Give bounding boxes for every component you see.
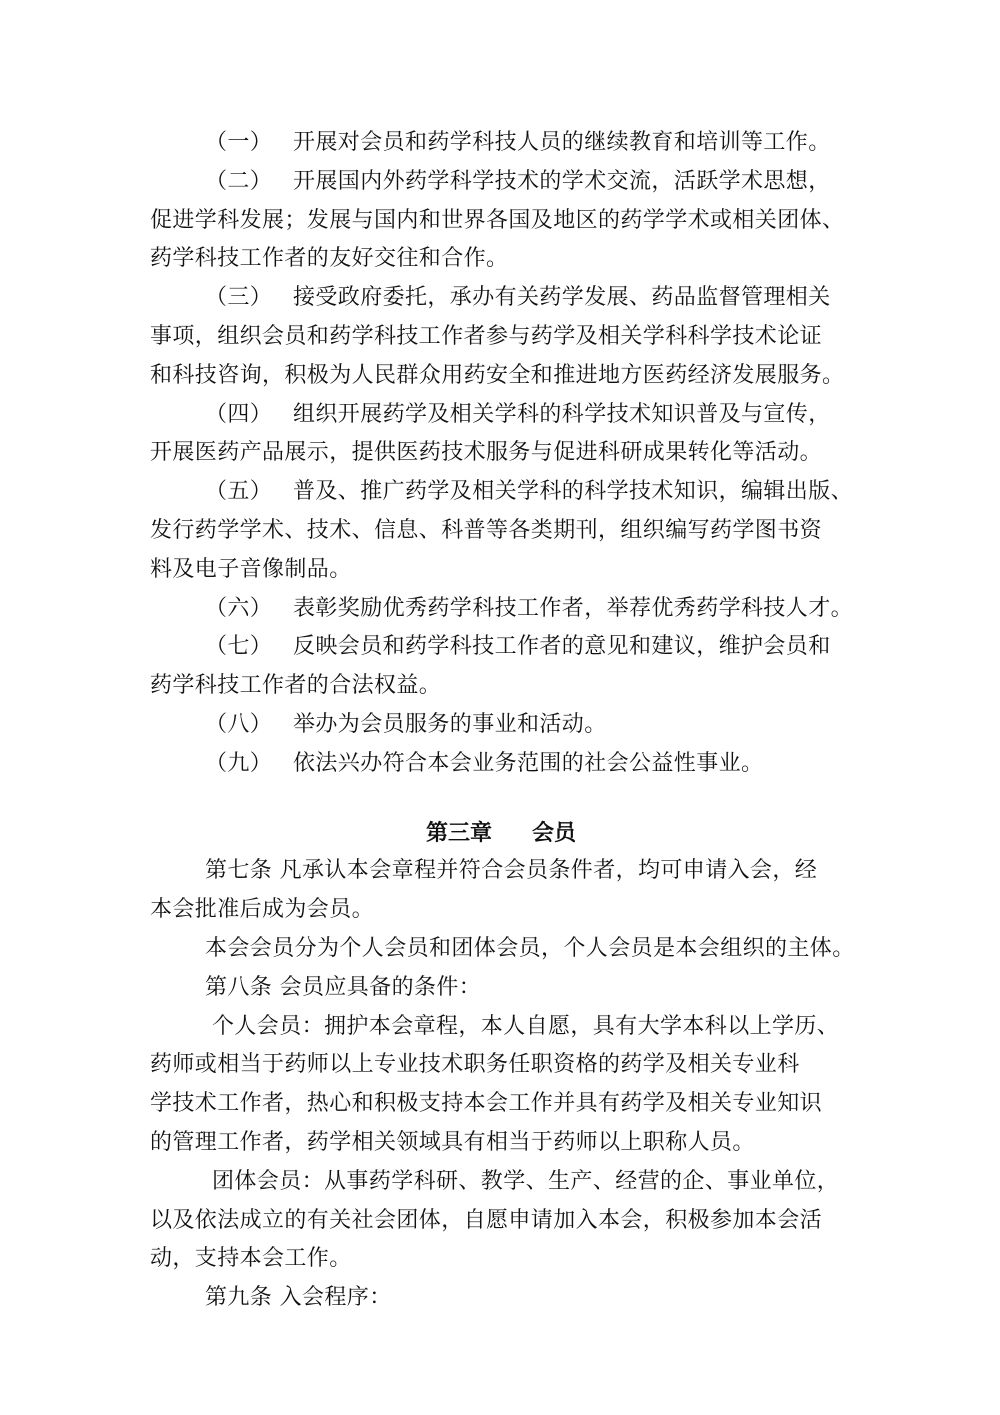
article-text: 本会批准后成为会员。	[150, 897, 375, 923]
chapter-title: 会员	[532, 819, 577, 846]
item-2	[150, 163, 862, 279]
item-8	[150, 706, 862, 745]
article-text: 本会会员分为个人会员和团体会员，个人会员是本会组织的主体。	[205, 935, 855, 961]
item-number: （五）	[205, 479, 273, 505]
item-number: （九）	[205, 750, 273, 776]
item-text: 表彰奖励优秀药学科技工作者，举荐优秀药学科技人才。	[293, 595, 854, 621]
item-text: 组织开展药学及相关学科的科学技术知识普及与宣传，	[293, 401, 831, 427]
item-text: 举办为会员服务的事业和活动。	[293, 711, 607, 737]
item-text: 开展国内外药学科学技术的学术交流，活跃学术思想，	[293, 168, 831, 194]
item-text: 料及电子音像制品。	[150, 556, 352, 582]
article-text: 团体会员：从事药学科研、教学、生产、经营的企、事业单位，	[212, 1168, 840, 1194]
item-6	[150, 590, 862, 629]
article-text: 第七条 凡承认本会章程并符合会员条件者，均可申请入会，经	[205, 858, 818, 884]
item-text: 事项，组织会员和药学科技工作者参与药学及相关学科科学技术论证	[150, 323, 823, 349]
item-text: 和科技咨询，积极为人民群众用药安全和推进地方医药经济发展服务。	[150, 362, 845, 388]
item-7	[150, 628, 862, 706]
article-9	[150, 1279, 862, 1318]
item-9	[150, 745, 862, 784]
item-text: 依法兴办符合本会业务范围的社会公益性事业。	[293, 750, 764, 776]
item-text: 反映会员和药学科技工作者的意见和建议，维护会员和	[293, 634, 831, 660]
article-text: 学技术工作者，热心和积极支持本会工作并具有药学及相关专业知识	[150, 1091, 823, 1117]
group-member-paragraph	[150, 1163, 862, 1279]
article-text: 药师或相当于药师以上专业技术职务任职资格的药学及相关专业科	[150, 1052, 800, 1078]
item-text: 药学科技工作者的友好交往和合作。	[150, 246, 509, 272]
item-number: （三）	[205, 285, 273, 311]
section-gap	[150, 784, 862, 814]
item-number: （二）	[205, 168, 273, 194]
item-text: 开展医药产品展示，提供医药技术服务与促进科研成果转化等活动。	[150, 440, 823, 466]
item-text: 药学科技工作者的合法权益。	[150, 673, 442, 699]
item-text: 普及、推广药学及相关学科的科学技术知识，编辑出版、	[293, 479, 854, 505]
article-8	[150, 969, 862, 1008]
item-number: （四）	[205, 401, 273, 427]
item-1	[150, 124, 862, 163]
chapter-number: 第三章	[426, 819, 493, 846]
item-3	[150, 279, 862, 395]
chapter-heading	[150, 814, 862, 853]
article-text: 第八条 会员应具备的条件：	[205, 974, 482, 1000]
article-text: 的管理工作者，药学相关领域具有相当于药师以上职称人员。	[150, 1129, 755, 1155]
article-7	[150, 852, 862, 930]
item-number: （八）	[205, 711, 273, 737]
item-number: （六）	[205, 595, 273, 621]
item-text: 接受政府委托，承办有关药学发展、药品监督管理相关	[293, 285, 831, 311]
individual-member-paragraph	[150, 1008, 862, 1163]
article-text: 个人会员：拥护本会章程，本人自愿，具有大学本科以上学历、	[212, 1013, 840, 1039]
item-5	[150, 473, 862, 589]
item-text: 促进学科发展；发展与国内和世界各国及地区的药学学术或相关团体、	[150, 207, 845, 233]
item-text: 开展对会员和药学科技人员的继续教育和培训等工作。	[293, 130, 831, 155]
member-types-paragraph	[150, 930, 862, 969]
item-4	[150, 396, 862, 474]
item-number: （一）	[205, 130, 273, 155]
item-number: （七）	[205, 634, 273, 660]
document-page	[150, 124, 862, 1318]
article-text: 以及依法成立的有关社会团体，自愿申请加入本会，积极参加本会活	[150, 1207, 823, 1233]
article-text: 动，支持本会工作。	[150, 1246, 352, 1272]
item-text: 发行药学学术、技术、信息、科普等各类期刊，组织编写药学图书资	[150, 517, 823, 543]
article-text: 第九条 入会程序：	[205, 1285, 392, 1311]
